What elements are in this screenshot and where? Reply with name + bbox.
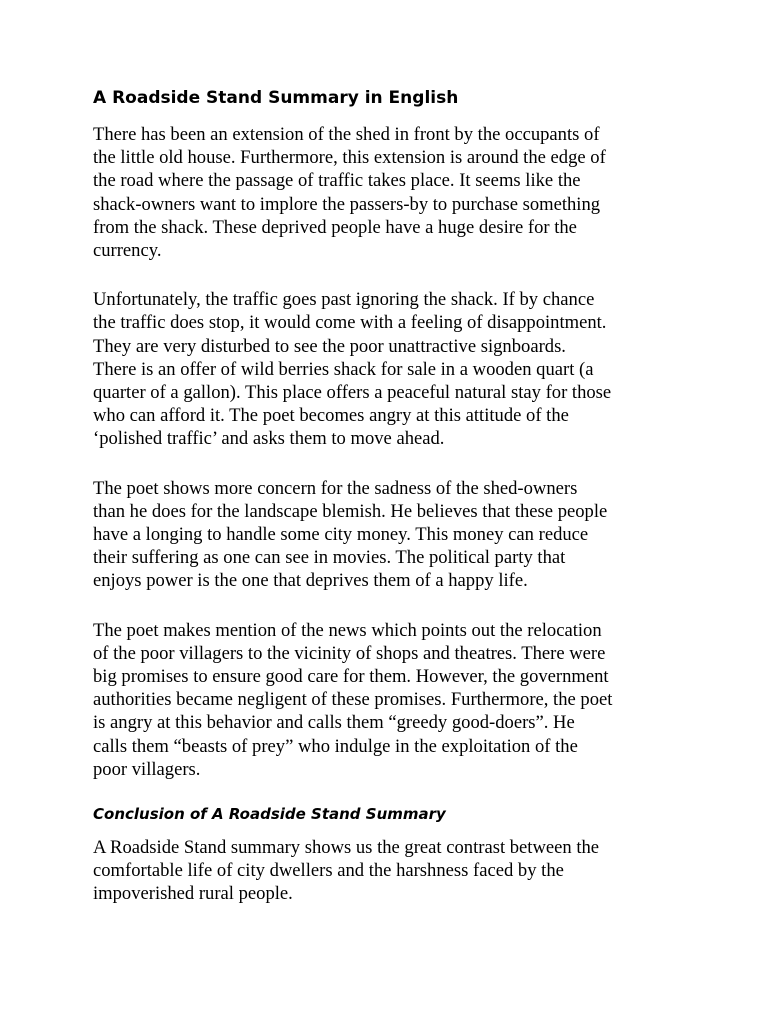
document-title: A Roadside Stand Summary in English [93,88,459,108]
conclusion-paragraph: A Roadside Stand summary shows us the great contrast between the comfortable life of city dwellers and the harshness faced by the impoverished rural people. [93,837,600,905]
paragraph-1: There has been an extension of the shed in front by the occupants of the little old house. Furthermore, this extension is around the edge of the road where the passage of traffic takes place. It seems like the shack-owners want to implore the passers-by to purchase something from the shack. These deprived people have a huge desire for the currency. [93,124,606,262]
conclusion-heading: Conclusion of A Roadside Stand Summary [93,805,446,824]
paragraph-4: The poet makes mention of the news which points out the relocation of the poor villagers to the vicinity of shops and theatres. There were big promises to ensure good care for them. However, the government authorities became negligent of these promises. Furthermore, the poet is angry at this behavior and calls them “greedy good-doers”. He calls them “beasts of prey” who indulge in the exploitation of the poor villagers. [93,619,613,780]
document-page [93,86,683,906]
paragraph-2: Unfortunately, the traffic goes past ignoring the shack. If by chance the traffic does stop, it would come with a feeling of disappointment. They are very disturbed to see the poor unattractive signboards. There is an offer of wild berries shack for sale in a wooden quart (a quarter of a gallon). This place offers a peaceful natural stay for those who can afford it. The poet becomes angry at this attitude of the ‘polished traffic’ and asks them to move ahead. [93,289,612,450]
paragraph-3: The poet shows more concern for the sadness of the shed-owners than he does for the landscape blemish. He believes that these people have a longing to handle some city money. This money can reduce their suffering as one can see in movies. The political party that enjoys power is the one that deprives them of a happy life. [93,477,608,592]
